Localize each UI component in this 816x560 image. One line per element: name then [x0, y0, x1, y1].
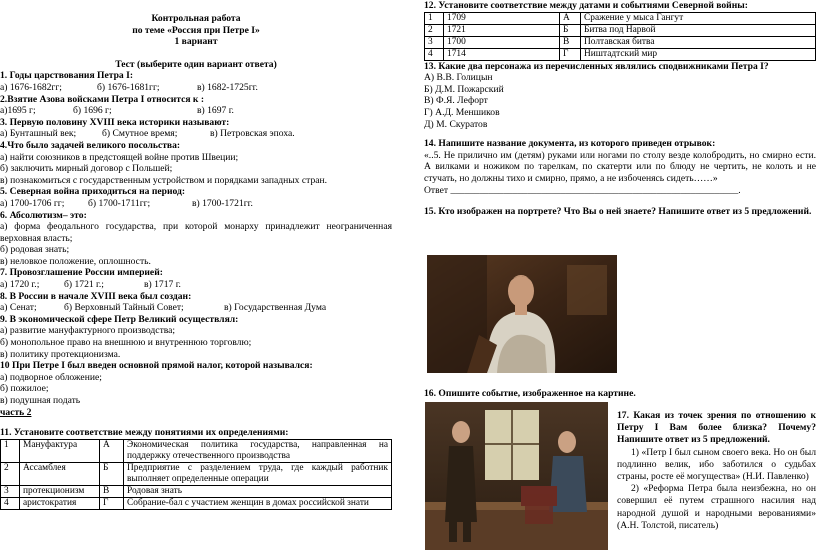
- history-painting: [425, 402, 608, 550]
- right-column: [424, 0, 816, 218]
- q13-option-b: Б) Д.М. Пожарский: [424, 83, 504, 95]
- q9-question: 9. В экономической сфере Петр Великий осуществлял:: [0, 313, 239, 325]
- table-cell: Родовая знать: [124, 485, 392, 497]
- q12-question: 12. Установите соответствие между датами и событиями Северной войны:: [424, 0, 748, 11]
- table-cell: 4: [425, 48, 444, 60]
- q3-option-c: в) Петровская эпоха.: [210, 128, 295, 140]
- q12-table: [424, 12, 816, 61]
- q8-options: [0, 302, 392, 314]
- q14-answer-line: Ответ ____________________________________________________________.: [424, 184, 741, 196]
- table-cell: Полтавская битва: [581, 36, 816, 48]
- table-cell: аристократия: [20, 497, 100, 509]
- q14-quote: «..5. Не прилично им (детям) руками или ногами по столу везде колобродить, но смирно ести. А вилками и ножиком по тарелкам, по скатерти или по блюду не чертить, не колоть и не стучать, но должны тихо и смирно, прямо, а не избоченясь сидеть……»: [424, 149, 816, 184]
- q1-option-b: б) 1676-1681гг;: [97, 81, 160, 93]
- table-cell: 2: [1, 462, 20, 485]
- table-cell: Б: [100, 462, 124, 485]
- test-instructions: Тест (выберите один вариант ответа): [115, 58, 277, 70]
- q7-option-a: а) 1720 г.;: [0, 279, 40, 291]
- table-row: [1, 485, 392, 497]
- table-cell: Г: [560, 48, 581, 60]
- table-row: [1, 462, 392, 485]
- table-cell: 1714: [444, 48, 560, 60]
- q3-option-a: а) Бунташный век;: [0, 128, 77, 140]
- q8-option-a: а) Сенат;: [0, 302, 37, 314]
- table-row: [1, 439, 392, 462]
- q4-option-a: а) найти союзников в предстоящей войне против Швеции;: [0, 151, 239, 163]
- doc-title: Контрольная работа: [151, 13, 241, 24]
- q11-question: 11. Установите соответствие между понятиями их определениями:: [0, 427, 289, 439]
- q9-option-b: б) монопольное право на внешнюю и внутреннюю торговлю;: [0, 337, 252, 349]
- q16-question: 16. Опишите событие, изображенное на картине.: [424, 388, 636, 399]
- q17-opinion-1: 1) «Петр I был сыном своего века. Но он был подлинно велик, ибо заботился о судьбах страны, росте её могущества» (Н.И. Павленко): [617, 446, 816, 483]
- q17-opinion-2: 2) «Реформа Петра была неизбежна, но он совершил её путем страшного насилия над народной душой и народными верованиями» (А.Н. Толстой, писатель): [617, 483, 816, 531]
- portrait-painting: [427, 255, 617, 373]
- q1-option-a: а) 1676-1682гг;: [0, 81, 62, 93]
- q5-option-c: в) 1700-1721гг.: [192, 197, 253, 209]
- q6-option-b: б) родовая знать;: [0, 244, 70, 256]
- table-cell: протекционизм: [20, 485, 100, 497]
- left-column: [0, 0, 392, 510]
- table-cell: Б: [560, 24, 581, 36]
- table-cell: 1700: [444, 36, 560, 48]
- table-row: [425, 24, 816, 36]
- q8-question: 8. В России в начале XVIII века был создан:: [0, 290, 192, 302]
- table-cell: 3: [425, 36, 444, 48]
- q2-option-c: в) 1697 г.: [197, 105, 234, 117]
- q1-question: 1. Годы царствования Петра I:: [0, 70, 134, 82]
- table-cell: Собрание-бал с участием женщин в домах российской знати: [124, 497, 392, 509]
- table-cell: 4: [1, 497, 20, 509]
- table-cell: Ассамблея: [20, 462, 100, 485]
- q5-option-b: б) 1700-1711гг;: [88, 197, 151, 209]
- q1-options: [0, 82, 392, 94]
- table-cell: А: [560, 12, 581, 24]
- portrait-icon: [427, 255, 617, 373]
- doc-subtitle: по теме «Россия при Петре I»: [132, 24, 260, 36]
- table-row: [1, 497, 392, 509]
- q13-option-a: А) В.В. Голицын: [424, 72, 493, 84]
- q2-question: 2.Взятие Азова войсками Петра I относится к :: [0, 93, 205, 105]
- table-row: [425, 48, 816, 60]
- table-row: [425, 12, 816, 24]
- part2-heading: часть 2: [0, 406, 32, 418]
- q13-question: 13. Какие два персонажа из перечисленных являлись сподвижниками Петра I?: [424, 60, 769, 72]
- q8-option-c: в) Государственная Дума: [224, 302, 327, 314]
- q5-option-a: а) 1700-1706 гг;: [0, 197, 65, 209]
- q3-options: [0, 128, 392, 140]
- table-cell: Г: [100, 497, 124, 509]
- q5-options: [0, 198, 392, 210]
- q7-question: 7. Провозглашение России империей:: [0, 267, 163, 279]
- table-cell: 1: [1, 439, 20, 462]
- q4-option-b: б) заключить мирный договор с Польшей;: [0, 163, 173, 175]
- q13-option-e: Д) М. Скуратов: [424, 118, 488, 130]
- q17-block: [617, 410, 816, 532]
- q14-question: 14. Напишите название документа, из которого приведен отрывок:: [424, 138, 716, 150]
- table-cell: Экономическая политика государства, направленная на поддержку отечественного производства: [124, 439, 392, 462]
- table-cell: 3: [1, 485, 20, 497]
- table-cell: 1721: [444, 24, 560, 36]
- q8-option-b: б) Верховный Тайный Совет;: [64, 302, 184, 314]
- q9-option-a: а) развитие мануфактурного производства;: [0, 325, 176, 337]
- q10-option-b: б) пожилое;: [0, 383, 49, 395]
- q3-option-b: б) Смутное время;: [102, 128, 178, 140]
- table-cell: 1: [425, 12, 444, 24]
- table-cell: 2: [425, 24, 444, 36]
- q7-option-c: в) 1717 г.: [144, 279, 181, 291]
- q1-option-c: в) 1682-1725гг.: [197, 81, 258, 93]
- q4-question: 4.Что было задачей великого посольства:: [0, 139, 181, 151]
- table-cell: 1709: [444, 12, 560, 24]
- q3-question: 3. Первую половину XVIII века историки называют:: [0, 116, 230, 128]
- table-cell: Сражение у мыса Гангут: [581, 12, 816, 24]
- q6-question: 6. Абсолютизм– это:: [0, 209, 87, 221]
- q10-option-c: в) подушная подать: [0, 395, 81, 406]
- painting-icon: [425, 402, 608, 550]
- q4-option-c: в) познакомиться с государственным устройством и порядками западных стран.: [0, 174, 328, 186]
- q9-option-c: в) политику протекционизма.: [0, 348, 121, 360]
- table-cell: В: [100, 485, 124, 497]
- q2-option-b: б) 1696 г;: [73, 105, 112, 117]
- q5-question: 5. Северная война приходиться на период:: [0, 186, 186, 198]
- q2-options: [0, 105, 392, 117]
- q7-options: [0, 279, 392, 291]
- table-row: [425, 36, 816, 48]
- table-cell: Ништадтский мир: [581, 48, 816, 60]
- table-cell: В: [560, 36, 581, 48]
- table-cell: Битва под Нарвой: [581, 24, 816, 36]
- q6-option-a: а) форма феодального государства, при которой монарху принадлежит неограниченная верховная власть;: [0, 221, 392, 244]
- table-cell: А: [100, 439, 124, 462]
- q17-question: 17. Какая из точек зрения по отношению к Петру I Вам более близка? Почему? Напишите ответ из 5 предложений.: [617, 410, 816, 446]
- q10-question: 10 При Петре I был введен основной прямой налог, которой назывался:: [0, 360, 313, 372]
- q13-option-d: Г) А.Д. Меншиков: [424, 106, 500, 118]
- q2-option-a: а)1695 г;: [0, 105, 36, 117]
- q15-question: 15. Кто изображен на портрете? Что Вы о ней знаете? Напишите ответ из 5 предложений.: [424, 206, 812, 218]
- q10-option-a: а) подворное обложение;: [0, 371, 102, 383]
- q11-table: [0, 439, 392, 510]
- q7-option-b: б) 1721 г.;: [64, 279, 104, 291]
- q6-option-c: в) неловкое положение, оплошность.: [0, 255, 151, 267]
- table-cell: Предприятие с разделением труда, где каждый работник выполняет определенные операции: [124, 462, 392, 485]
- variant-label: 1 вариант: [174, 36, 218, 48]
- q13-option-c: В) Ф.Я. Лефорт: [424, 95, 488, 107]
- table-cell: Мануфактура: [20, 439, 100, 462]
